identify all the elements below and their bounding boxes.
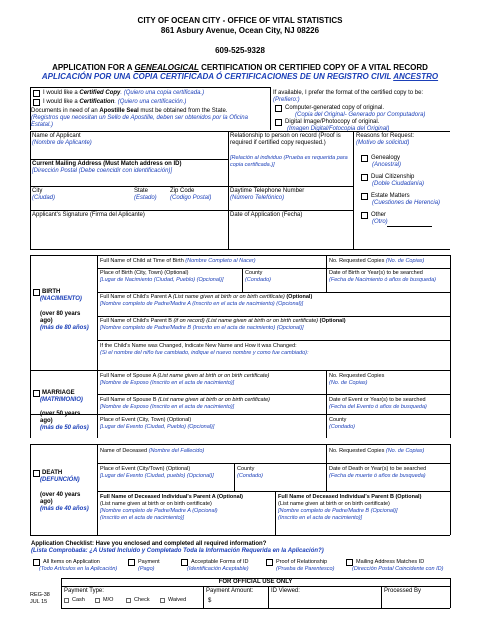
- digital-copy-checkbox[interactable]: [275, 119, 282, 126]
- death-place-label: Place of Event (City/Town) (Optional): [100, 466, 191, 472]
- zip-label: Zip Code: [170, 188, 195, 194]
- payment-amount-label: Payment Amount:: [206, 588, 254, 594]
- applicant-name-label: Name of Applicant: [32, 133, 81, 139]
- marriage-copies-label: No. Requested Copies: [329, 373, 385, 379]
- check-checkbox[interactable]: [126, 598, 131, 603]
- death-date-label-es: (Fecha de muerte ó años de busqueda): [329, 473, 426, 479]
- certification-option: I would like a Certification. (Quiero una certificación.): [43, 99, 187, 105]
- birth-parent-b-label-es: [Nombre completo de Padre/Madre B (Inscrito en el acta de nacimiento) (Opcional)]: [100, 325, 304, 331]
- deceased-parent-b-note: (List name given at birth or on birth certificate): [278, 501, 390, 507]
- checklist-id-checkbox[interactable]: [181, 559, 188, 566]
- death-age-es: (más de 40 años): [40, 506, 89, 512]
- form-subtitle-prefix: APLICACIÓN POR UNA COPIA CERTIFICADA Ó CERTIFICACIONES DE UN REGISTRO CIVIL: [41, 72, 394, 81]
- city-label-es: (Ciudad): [32, 195, 56, 201]
- checklist-title: Application Checklist: Have you enclosed and completed all required information?: [31, 541, 267, 547]
- state-label-es: (Estado): [134, 195, 157, 201]
- cash-label: Cash: [72, 597, 85, 603]
- apostille-note: Documents in need of an Apostille Seal must be obtained from the State.: [31, 108, 228, 114]
- computer-copy-label-es: (Copia del Original- Generado por Computadora): [295, 112, 426, 118]
- form-subtitle: [0, 72, 480, 81]
- checklist-title-es: (Lista Comprobada: ¿A Usted Incluido y Completado Toda la Información Requerida en la Aplicación?): [31, 548, 324, 554]
- check-label: Check: [134, 597, 150, 603]
- checklist-address-label-es: (Dirección Postal Coincidente con ID): [352, 566, 444, 572]
- deceased-parent-b-es1: [Nombre completo de Padre/Madre B (Opcional)]: [278, 508, 398, 514]
- dollar-sign: $: [208, 598, 212, 604]
- marriage-place-label-es: [Lugar del Evento (Ciudad, Pueblo) (Opcional)]: [100, 424, 215, 430]
- dual-citizenship-checkbox[interactable]: [361, 174, 368, 181]
- birth-label-es: (NACIMIENTO): [40, 296, 82, 302]
- certification-checkbox[interactable]: [33, 99, 40, 106]
- estate-label: Estate Matters: [371, 193, 410, 199]
- format-intro-es: (Prefiero:): [273, 97, 300, 103]
- checklist-payment-label: Payment: [138, 559, 160, 565]
- checklist-address-label: Mailing Address Matches ID: [356, 559, 425, 565]
- state-label: State: [134, 188, 149, 194]
- agency-name: CITY OF OCEAN CITY - OFFICE OF VITAL STATISTICS: [137, 16, 343, 25]
- birth-age-es: (más de 80 años): [40, 325, 89, 331]
- birth-date-label: Date of Birth or Year(s) to be searched: [329, 270, 423, 276]
- birth-parent-a-label-es: [Nombre completo de Padre/Madre A (Inscrito en el acta de nacimiento) (Opcional)]: [100, 301, 304, 307]
- deceased-parent-a-note: (List name given at birth or on birth certificate): [100, 501, 212, 507]
- apostille-note-es: (Registros que necesitan un Sello de Apostille, deben ser obtenidos por la Oficina Estatal.): [31, 115, 248, 128]
- checklist-relationship-label-es: (Prueba de Parentesco): [276, 566, 335, 572]
- spouse-a-label-es: [Nombre de Esposo (Inscrito en el acta de nacimiento)]: [100, 380, 235, 386]
- checklist-payment-checkbox[interactable]: [128, 559, 135, 566]
- agency-phone: 609-525-9328: [215, 46, 265, 55]
- estate-label-es: (Cuestiones de Herencia): [372, 200, 441, 206]
- marriage-checkbox[interactable]: [33, 390, 40, 397]
- checklist-all-items-label-es: (Todo Artículos en la Aplicación): [39, 566, 118, 572]
- checklist-relationship-checkbox[interactable]: [266, 559, 273, 566]
- official-use-title: FOR OFFICIAL USE ONLY: [218, 579, 293, 585]
- birth-label: BIRTH: [42, 289, 61, 295]
- death-copies-label: No. Requested Copies (No. de Copias): [329, 448, 425, 454]
- death-label-es: (DEFUNCIÓN): [40, 477, 80, 483]
- checklist-payment-label-es: (Pago): [138, 566, 155, 572]
- birth-copies-label: No. Requested Copies (No. de Copias): [329, 258, 425, 264]
- money-order-checkbox[interactable]: [95, 598, 100, 603]
- deceased-name-label: Name of Deceased (Nombre del Fallecido): [100, 448, 205, 454]
- birth-age: (over 80 years ago): [40, 311, 81, 324]
- dual-citizenship-label-es: (Doble Ciudadanía): [372, 181, 425, 187]
- spouse-a-label: Full Name of Spouse A (List name given at birth or on birth certificate): [100, 373, 270, 379]
- other-label: Other: [371, 212, 387, 218]
- money-order-label: M/O: [103, 597, 114, 603]
- marriage-county-label: County: [329, 417, 347, 423]
- applicant-signature-label: Applicant's Signature (Firma del Aplicante): [32, 212, 145, 218]
- reasons-label-es: (Motivo de solicitud): [356, 140, 410, 146]
- spouse-b-label: Full Name of Spouse B (List name given at birth or on birth certificate): [100, 397, 270, 403]
- genealogy-label-es: (Ancestral): [372, 162, 402, 168]
- deceased-parent-b-label: Full Name of Deceased Individual's Parent B (Optional): [278, 494, 422, 500]
- marriage-label: MARRIAGE: [42, 390, 75, 396]
- death-label: DEATH: [42, 470, 63, 476]
- dual-citizenship-label: Dual Citizenship: [371, 174, 415, 180]
- death-place-label-es: [Lugar del Evento (Ciudad, pueblo) (Opcional)]: [100, 473, 214, 479]
- birth-parent-b-label: Full Name of Child's Parent B (if on record) (List name given at birth or on birth certificate) (Optional): [100, 318, 346, 324]
- genealogy-checkbox[interactable]: [361, 155, 368, 162]
- estate-checkbox[interactable]: [361, 193, 368, 200]
- checklist-relationship-label: Proof of Relationship: [276, 559, 328, 565]
- marriage-date-label: Date of Event or Year(s) to be searched: [329, 397, 426, 403]
- checklist-address-checkbox[interactable]: [346, 559, 353, 566]
- birth-name-changed-label-es: (Si el nombre del niño fue cambiado, indique el nuevo nombre y como fue cambiado):: [100, 350, 309, 356]
- id-viewed-label: ID Viewed:: [271, 588, 300, 594]
- form-subtitle-ancestro: ANCESTRO: [393, 72, 439, 81]
- form-title-genealogical: GENEALOGICAL: [134, 63, 199, 72]
- marriage-date-label-es: (Fecha del Evento ó años de busqueda): [329, 404, 427, 410]
- deceased-parent-a-es1: [Nombre completo de Padre/Madre A (Opcional): [100, 508, 218, 514]
- form-title-suffix: CERTIFICATION OR CERTIFIED COPY OF A VITAL RECORD: [198, 63, 428, 72]
- other-label-es: (Otro): [372, 219, 388, 225]
- marriage-county-label-es: (Condado): [329, 424, 355, 430]
- birth-child-name-label: Full Name of Child at Time of Birth (Nombre Completo al Nacer): [100, 258, 256, 264]
- genealogy-label: Genealogy: [371, 155, 401, 161]
- computer-copy-label: Computer-generated copy of original.: [285, 105, 385, 111]
- form-number: REG-38: [30, 592, 50, 598]
- mailing-address-label-es: [Dirección Postal (Debe coencidir con identificación)]: [32, 168, 173, 174]
- reasons-label: Reasons for Request:: [356, 133, 415, 139]
- computer-copy-checkbox[interactable]: [275, 105, 282, 112]
- marriage-copies-label-es: (No. de Copias): [329, 380, 368, 386]
- agency-address: 861 Asbury Avenue, Ocean City, NJ 08226: [160, 26, 320, 35]
- deceased-parent-a-es2: (Inscrito en el acta de nacimiento)]: [100, 515, 185, 521]
- format-intro: If available, I prefer the format of the certified copy to be:: [273, 90, 424, 96]
- checklist-all-items-label: All Items on Application: [43, 559, 100, 565]
- birth-place-label-es: [Lugar de Nacimiento (Ciudad, Pueblo) (Opcional)]: [100, 277, 224, 283]
- waived-label: Waived: [168, 597, 187, 603]
- application-date-label: Date of Application (Fecha): [230, 212, 303, 218]
- death-county-label-es: (Condado): [237, 473, 263, 479]
- other-input-line[interactable]: [387, 226, 432, 227]
- other-checkbox[interactable]: [361, 212, 368, 219]
- birth-checkbox[interactable]: [33, 289, 40, 296]
- deceased-parent-b-es2: (Inscrito en el acta de nacimiento)]: [278, 515, 363, 521]
- payment-type-label: Payment Type:: [64, 588, 104, 594]
- digital-copy-label: Digital Image/Photocopy of original.: [285, 119, 380, 125]
- marriage-place-label: Place of Event (City, Town) (Optional): [100, 417, 192, 423]
- deceased-parent-a-label: Full Name of Deceased Individual's Parent A (Optional): [100, 494, 244, 500]
- birth-date-label-es: (Fecha de Nacimiento ó años de busqueda): [329, 277, 437, 283]
- form-title: [0, 63, 480, 72]
- spouse-b-label-es: [Nombre de Esposo (Inscrito en el acta de nacimiento)]: [100, 404, 235, 410]
- applicant-name-label-es: (Nombre de Aplicante): [32, 140, 92, 146]
- relationship-label: Relationship to person on record (Proof is required if certified copy requested.): [230, 133, 341, 146]
- cash-checkbox[interactable]: [64, 598, 69, 603]
- phone-label: Daytime Telephone Number: [230, 188, 305, 194]
- zip-label-es: (Codigo Postal): [170, 195, 212, 201]
- phone-label-es: (Número Telefónico): [230, 195, 285, 201]
- certified-copy-option: I would like a Certified Copy. (Quiero una copia certificada.): [43, 90, 205, 96]
- mailing-address-label: Current Mailing Address (Must Match address on ID): [32, 161, 182, 167]
- checklist-id-label-es: (Identificación Aceptable): [187, 566, 249, 572]
- birth-place-label: Place of Birth (City, Town) (Optional): [100, 270, 189, 276]
- death-checkbox[interactable]: [33, 470, 40, 477]
- checklist-all-items-checkbox[interactable]: [33, 559, 40, 566]
- form-title-prefix: APPLICATION FOR A: [52, 63, 135, 72]
- waived-checkbox[interactable]: [160, 598, 165, 603]
- death-date-label: Date of Death or Year(s) to be searched: [329, 466, 427, 472]
- marriage-age: (over 50 years ago): [40, 411, 81, 424]
- death-age: (over 40 years ago): [40, 492, 81, 505]
- processed-by-label: Processed By: [384, 588, 422, 594]
- birth-name-changed-label: If the Child's Name was Changed, Indicate New Name and How it was Changed:: [100, 343, 297, 349]
- birth-county-label: County: [245, 270, 263, 276]
- birth-county-label-es: (Condado): [245, 277, 271, 283]
- checklist-id-label: Acceptable Forms of ID: [191, 559, 249, 565]
- birth-parent-a-label: Full Name of Child's Parent A (List name given at birth or on birth certificate) (Optional): [100, 294, 313, 300]
- digital-copy-label-es: (Imagen Digital/Fotocopia del Original): [287, 126, 390, 132]
- marriage-age-es: (más de 50 años): [40, 425, 89, 431]
- city-label: City: [32, 188, 43, 194]
- marriage-label-es: (MATRIMONIO): [40, 397, 83, 403]
- certified-copy-checkbox[interactable]: [33, 90, 40, 97]
- death-county-label: County: [237, 466, 255, 472]
- relationship-label-es: [Relación al individuo (Prueba es requerida para copia certificada.)]: [230, 155, 348, 168]
- form-revision-date: JUL 15: [30, 599, 48, 605]
